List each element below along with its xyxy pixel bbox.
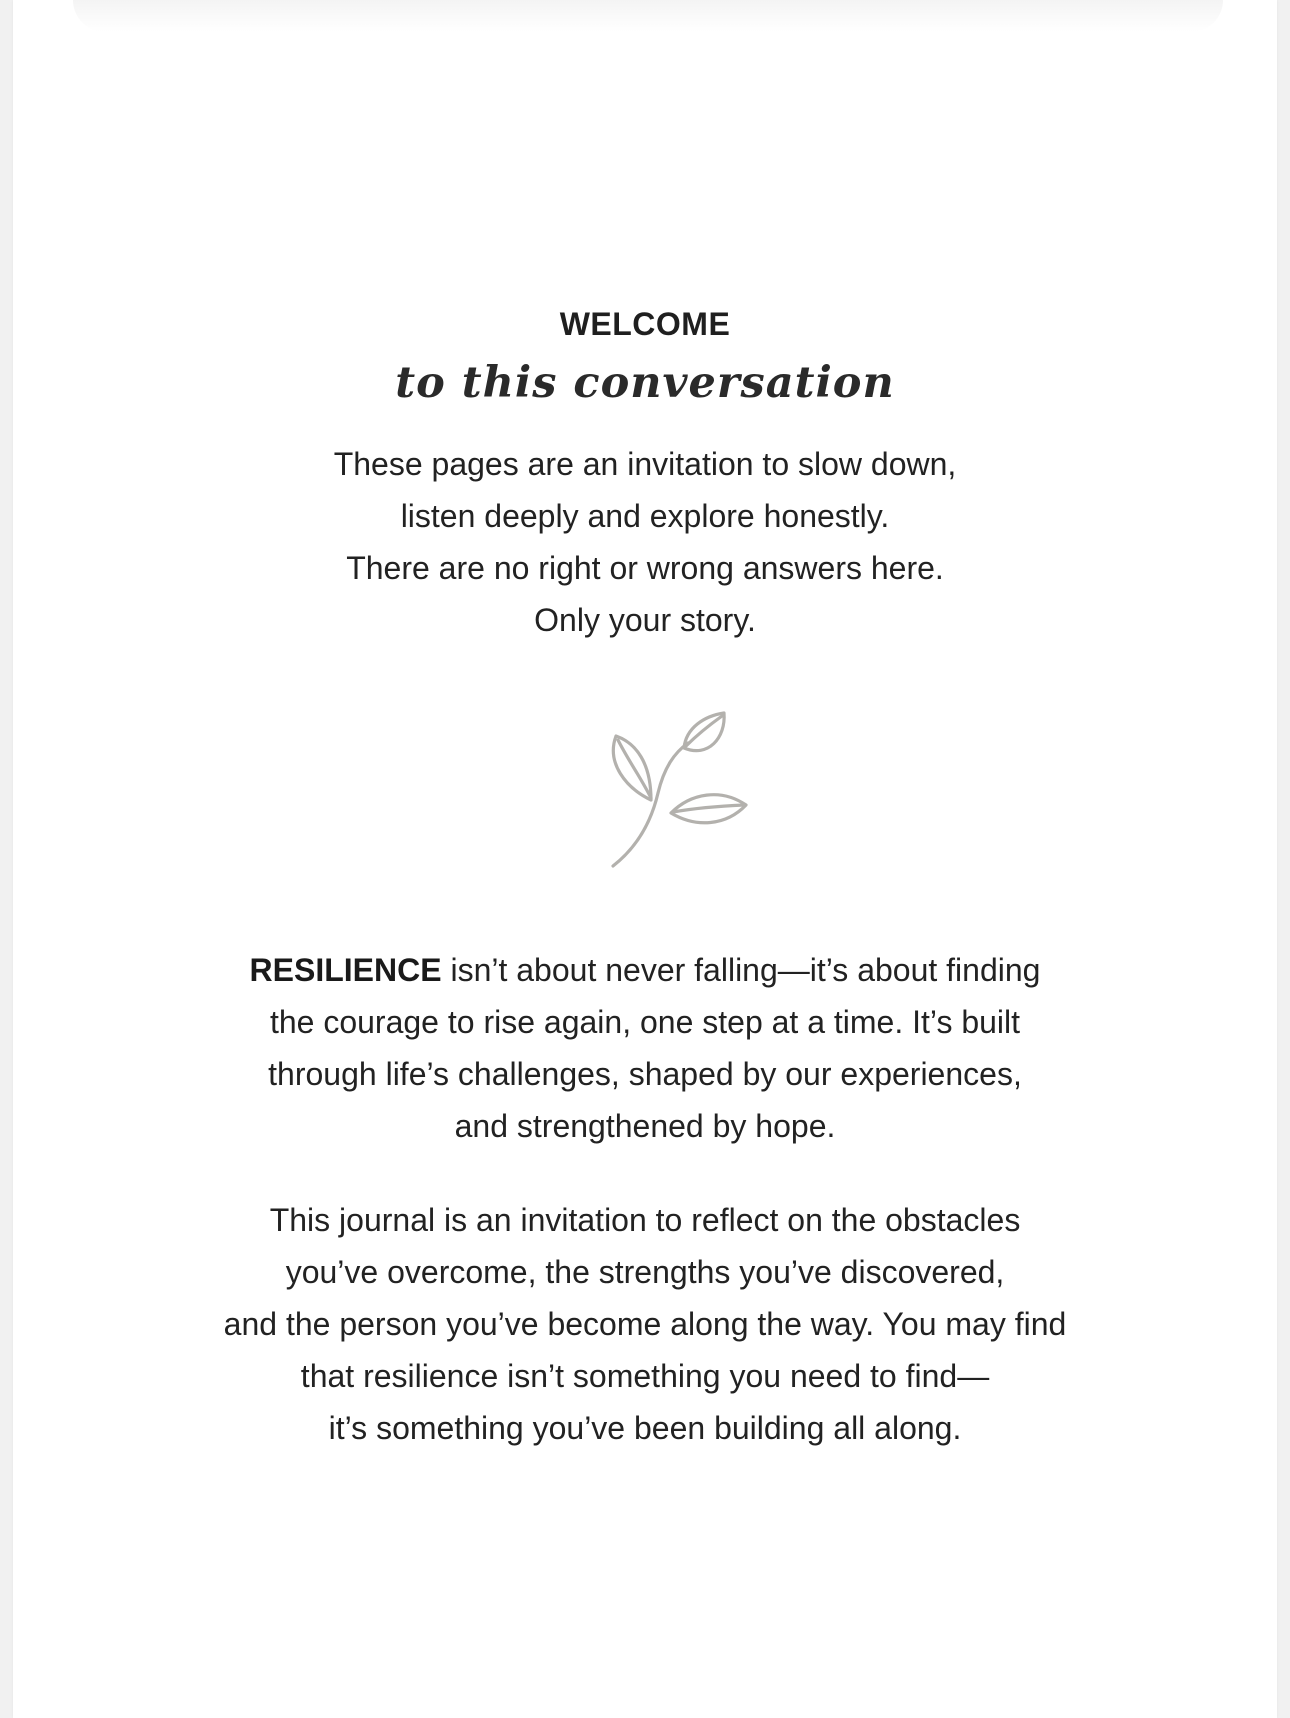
intro-line: These pages are an invitation to slow down, xyxy=(333,446,957,482)
intro-line: Only your story. xyxy=(534,602,756,638)
intro-line: listen deeply and explore honestly. xyxy=(400,498,890,534)
resilience-line-rest: isn’t about never falling—it’s about finding xyxy=(441,952,1041,988)
journal-paragraph xyxy=(13,1194,1277,1454)
page-subtitle: to this conversation xyxy=(395,358,895,408)
journal-page xyxy=(13,0,1277,1718)
leaf-sprig-icon xyxy=(596,708,756,868)
page-title: WELCOME xyxy=(559,306,731,342)
journal-line: and the person you’ve become along the way. You may find xyxy=(223,1306,1067,1342)
journal-line: it’s something you’ve been building all along. xyxy=(328,1410,962,1446)
journal-line: you’ve overcome, the strengths you’ve discovered, xyxy=(285,1254,1005,1290)
resilience-line xyxy=(13,944,1277,996)
resilience-paragraph xyxy=(13,944,1277,1152)
journal-line: that resilience isn’t something you need to find— xyxy=(300,1358,990,1394)
resilience-line: and strengthened by hope. xyxy=(454,1108,836,1144)
resilience-keyword: RESILIENCE xyxy=(249,952,442,988)
resilience-line: the courage to rise again, one step at a time. It’s built xyxy=(269,1004,1021,1040)
intro-paragraph xyxy=(13,438,1277,646)
intro-line: There are no right or wrong answers here. xyxy=(346,550,944,586)
resilience-line: through life’s challenges, shaped by our experiences, xyxy=(268,1056,1022,1092)
journal-line: This journal is an invitation to reflect on the obstacles xyxy=(269,1202,1021,1238)
top-edge-shadow xyxy=(73,0,1223,32)
